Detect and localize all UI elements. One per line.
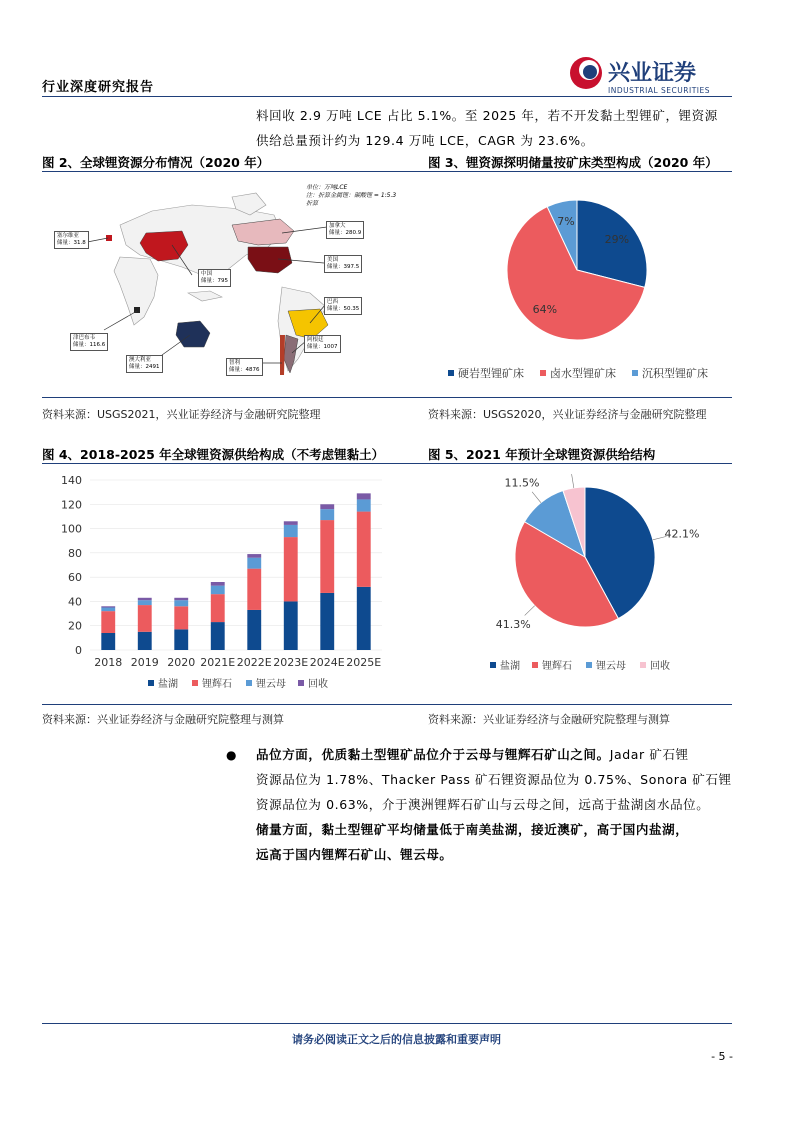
fig5-legend-swatch-3	[640, 662, 646, 668]
fig-row1-bottom-rule	[42, 397, 732, 398]
callout-country: 智利	[229, 360, 241, 366]
fig4-bar-4-0	[247, 610, 261, 650]
fig4-bar-4-1	[247, 569, 261, 610]
fig5-leader-2	[532, 492, 541, 503]
callout-value: 储量：50.35	[327, 306, 360, 312]
fig4-y-tick-5: 100	[61, 522, 82, 536]
bullet-line-5: 远高于国内锂辉石矿山、锂云母。	[256, 847, 453, 862]
fig4-bar-5-0	[284, 601, 298, 650]
fig4-bar-1-1	[138, 605, 152, 632]
fig4-bar-0-2	[101, 608, 115, 612]
fig4-bar-6-2	[320, 509, 334, 520]
page-number: - 5 -	[711, 1050, 733, 1063]
fig3-legend-label-0: 硬岩型锂矿床	[458, 367, 524, 380]
fig4-x-tick-1: 2019	[130, 656, 159, 669]
fig4-bar-5-1	[284, 537, 298, 601]
fig3-legend-label-2: 沉积型锂矿床	[642, 367, 708, 380]
fig4-bar-2-3	[174, 598, 188, 600]
callout-china	[198, 269, 231, 287]
fig3-data-label-0: 29%	[604, 233, 630, 247]
bullet-line-1	[256, 742, 736, 767]
callout-country: 中国	[201, 271, 213, 277]
fig4-legend-swatch-3	[298, 680, 304, 686]
conv-note-line: 注：折算金属锂：碳酸锂 = 1:5.3	[306, 192, 397, 199]
callout-chile	[226, 358, 263, 376]
fig4-x-axis	[94, 656, 381, 669]
fig4-y-tick-3: 60	[68, 571, 82, 585]
fig4-x-tick-2: 2020	[167, 656, 196, 669]
fig4-x-tick-6: 2024E	[309, 656, 345, 669]
footer-rule	[42, 1023, 732, 1024]
zimbabwe-leader	[104, 311, 137, 330]
fig5-legend-swatch-1	[532, 662, 538, 668]
fig4-x-tick-5: 2023E	[273, 656, 309, 669]
callout-usa	[324, 255, 362, 273]
fig4-bar-7-0	[357, 587, 371, 650]
fig5-source: 资料来源：兴业证券经济与金融研究院整理与测算	[428, 713, 670, 726]
fig3-source: 资料来源：USGS2020，兴业证券经济与金融研究院整理	[428, 408, 707, 421]
fig4-x-tick-0: 2018	[94, 656, 123, 669]
callout-brazil	[324, 297, 362, 315]
chile-highlight	[280, 335, 285, 375]
fig4-legend-label-1: 锂辉石	[202, 679, 232, 690]
fig5-data-label-2: 11.5%	[504, 476, 540, 490]
fig4-title: 图 4、2018-2025 年全球锂资源供给构成（不考虑锂黏土）	[42, 447, 385, 462]
fig4-legend-label-0: 盐湖	[158, 679, 178, 690]
fig4-legend-swatch-2	[246, 680, 252, 686]
report-category: 行业深度研究报告	[42, 80, 155, 95]
fig4-chart	[42, 468, 392, 698]
fig4-bar-6-1	[320, 520, 334, 593]
callout-value: 储量：4876	[229, 367, 260, 373]
fig3-legend-swatch-0	[448, 370, 454, 376]
fig4-bar-6-0	[320, 593, 334, 650]
fig4-bar-0-3	[101, 606, 115, 607]
callout-value: 储量：116.6	[73, 342, 106, 348]
fig5-legend-label-3: 回收	[650, 661, 670, 672]
fig5-legend-swatch-2	[586, 662, 592, 668]
logo-subtext: INDUSTRIAL SECURITIES	[608, 86, 710, 95]
fig4-y-tick-7: 140	[61, 474, 82, 487]
fig4-bar-2-2	[174, 600, 188, 606]
bullet-paragraph	[256, 742, 736, 867]
bullet-line-2: 资源品位为 1.78%、Thacker Pass 矿石锂资源品位为 0.75%、Sonora 矿石锂	[256, 772, 732, 787]
callout-zimbabwe	[70, 333, 108, 351]
callout-canada	[326, 221, 364, 239]
fig2-title: 图 2、全球锂资源分布情况（2020 年）	[42, 155, 270, 170]
fig4-bar-1-0	[138, 632, 152, 650]
fig-row1-top-rule	[42, 171, 732, 172]
fig5-leader-3	[572, 474, 574, 488]
fig5-data-label-1: 41.3%	[495, 617, 531, 631]
bullet-line-3: 资源品位为 0.63%，介于澳洲锂辉石矿山与云母之间，远高于盐湖卤水品位。	[256, 797, 710, 812]
callout-country: 塞尔维亚	[57, 233, 80, 239]
fig3-data-label-2: 7%	[557, 214, 575, 228]
fig5-data-label-3	[555, 468, 583, 469]
fig3-legend-label-1: 卤水型锂矿床	[550, 367, 616, 380]
fig4-y-tick-2: 40	[68, 595, 82, 609]
disclaimer-note: 请务必阅读正文之后的信息披露和重要声明	[292, 1033, 501, 1046]
fig-row2-bottom-rule	[42, 704, 732, 705]
usa-highlight	[248, 247, 292, 273]
fig4-source: 资料来源：兴业证券经济与金融研究院整理与测算	[42, 713, 284, 726]
unit-note-line: 单位：万吨LCE	[306, 184, 348, 191]
bullet-line-4: 储量方面，黏土型锂矿平均储量低于南美盐湖，接近澳矿，高于国内盐湖，	[256, 822, 689, 837]
fig5-leader-1	[525, 606, 535, 616]
fig3-title: 图 3、锂资源探明储量按矿床类型构成（2020 年）	[428, 155, 718, 170]
fig2-source: 资料来源：USGS2021，兴业证券经济与金融研究院整理	[42, 408, 321, 421]
intro-line-1: 料回收 2.9 万吨 LCE 占比 5.1%。至 2025 年，若不开发黏土型锂矿，锂资源	[256, 108, 718, 123]
fig4-bar-7-1	[357, 512, 371, 587]
callout-country: 澳大利亚	[129, 357, 152, 363]
fig4-bar-2-0	[174, 629, 188, 650]
callout-serbia	[54, 231, 89, 249]
fig4-y-tick-6: 120	[61, 498, 82, 512]
fig3-pie	[507, 200, 647, 340]
callout-value: 储量：2491	[129, 364, 160, 370]
callout-value: 储量：31.8	[57, 240, 86, 246]
intro-line-2: 供给总量预计约为 129.4 万吨 LCE，CAGR 为 23.6%。	[256, 133, 594, 148]
fig4-bar-2-1	[174, 606, 188, 629]
fig5-legend-label-2: 锂云母	[596, 661, 626, 672]
callout-country: 津巴布韦	[73, 335, 96, 341]
callout-country: 巴西	[327, 299, 339, 305]
fig5-legend	[490, 659, 670, 672]
fig4-bar-5-2	[284, 525, 298, 537]
fig4-x-tick-7: 2025E	[346, 656, 382, 669]
conv-note-line-2: 折算	[306, 200, 319, 207]
logo-mark-icon	[568, 52, 728, 98]
callout-value: 储量：397.5	[327, 264, 360, 270]
fig4-bar-1-2	[138, 600, 152, 605]
callout-australia	[126, 355, 163, 373]
fig5-data-label-0: 42.1%	[664, 527, 700, 541]
fig4-y-tick-0: 0	[75, 644, 82, 657]
header-rule	[42, 96, 732, 97]
fig4-legend-swatch-1	[192, 680, 198, 686]
fig4-bar-6-3	[320, 504, 334, 509]
fig3-data-label-1: 64%	[532, 302, 558, 316]
fig4-bar-7-3	[357, 493, 371, 499]
fig4-bar-0-0	[101, 633, 115, 650]
callout-value: 储量：1007	[307, 344, 338, 350]
fig5-legend-label-1: 锂辉石	[542, 661, 572, 672]
world-map-figure	[42, 175, 397, 390]
fig4-bar-4-3	[247, 554, 261, 558]
fig4-bars	[101, 493, 370, 650]
fig4-bar-3-2	[211, 586, 225, 595]
fig4-legend-label-3: 回收	[308, 679, 328, 690]
fig4-bar-1-3	[138, 598, 152, 600]
fig4-bar-3-0	[211, 622, 225, 650]
fig5-legend-swatch-0	[490, 662, 496, 668]
callout-argentina	[304, 335, 341, 353]
unit-note	[304, 183, 398, 209]
fig4-bar-4-2	[247, 558, 261, 569]
australia-highlight	[176, 321, 210, 347]
fig4-legend-swatch-0	[148, 680, 154, 686]
fig4-y-tick-1: 20	[68, 619, 82, 633]
fig3-chart	[440, 180, 730, 390]
fig4-legend-label-2: 锂云母	[256, 679, 286, 690]
callout-value: 储量：795	[201, 278, 228, 284]
fig3-legend-swatch-2	[632, 370, 638, 376]
fig4-bar-0-1	[101, 611, 115, 633]
fig3-legend-swatch-1	[540, 370, 546, 376]
africa-outline	[114, 257, 158, 325]
fig4-x-tick-4: 2022E	[236, 656, 272, 669]
fig-row2-top-rule	[42, 463, 732, 464]
fig4-bar-5-3	[284, 521, 298, 525]
logo-text: 兴业证券	[608, 61, 697, 86]
fig4-y-tick-4: 80	[68, 546, 82, 560]
fig3-legend	[448, 366, 708, 380]
callout-country: 阿根廷	[307, 337, 324, 343]
fig5-legend-label-0: 盐湖	[500, 661, 520, 672]
fig5-pie	[496, 468, 700, 631]
callout-country: 加拿大	[329, 223, 346, 229]
company-logo	[568, 52, 728, 98]
callout-value: 储量：280.9	[329, 230, 362, 236]
indonesia-outline	[188, 291, 222, 301]
bullet-text-1: Jadar 矿石锂	[609, 747, 689, 762]
fig5-chart	[440, 468, 730, 698]
fig4-bar-7-2	[357, 499, 371, 511]
fig4-bar-3-1	[211, 594, 225, 622]
fig4-legend	[148, 677, 328, 690]
fig4-x-tick-3: 2021E	[200, 656, 236, 669]
bullet-dot-icon: ●	[226, 748, 237, 762]
callout-country: 美国	[327, 257, 339, 263]
fig4-bar-3-3	[211, 582, 225, 586]
fig5-title: 图 5、2021 年预计全球锂资源供给结构	[428, 447, 656, 462]
bullet-lead-1: 品位方面，优质黏土型锂矿品位介于云母与锂辉石矿山之间。	[256, 747, 610, 762]
